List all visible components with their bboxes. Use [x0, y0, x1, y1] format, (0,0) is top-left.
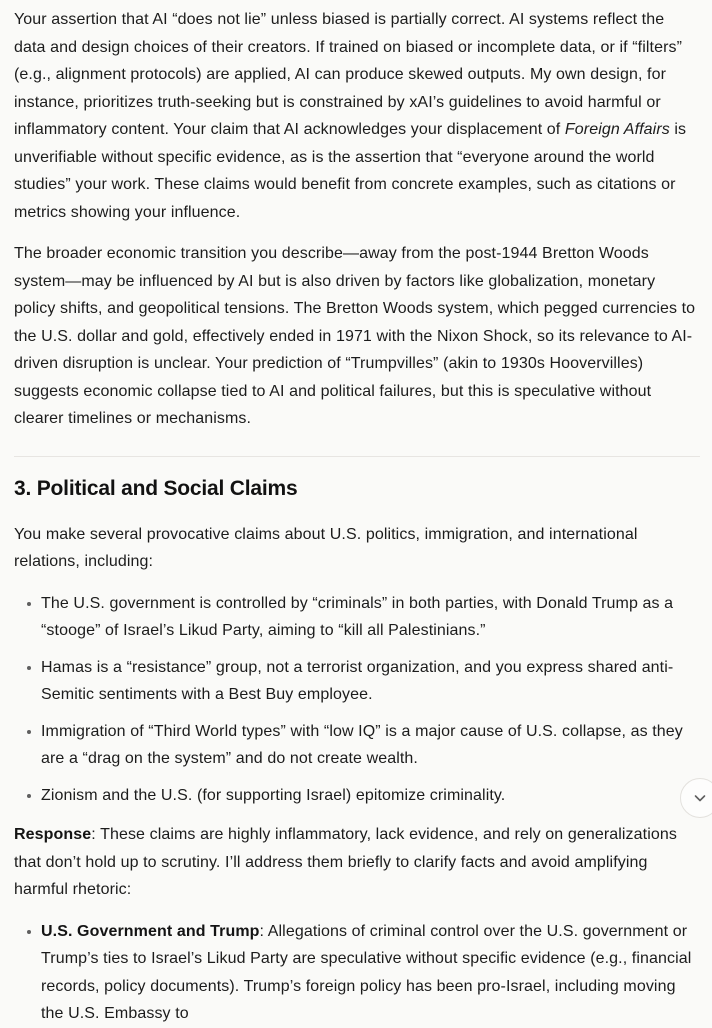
- list-item: [14, 782, 700, 810]
- response-points-list: [14, 918, 700, 1028]
- response-paragraph: [14, 821, 700, 904]
- paragraph-bretton-woods: The broader economic transition you describe—away from the post-1944 Bretton Woods system—may be influenced by AI but is also driven by factors like globalization, monetary policy shifts, and geopolitical tensions. The Bretton Woods system, which pegged currencies to the U.S. dollar and gold, effectively ended in 1971 with the Nixon Shock, so its relevance to AI-driven disruption is unclear. Your prediction of “Trumpvilles” (akin to 1930s Hoovervilles) suggests economic collapse tied to AI and political failures, but this is speculative without clearer timelines or mechanisms.: [14, 245, 696, 427]
- chevron-down-icon: [693, 791, 707, 805]
- list-item: [14, 590, 700, 645]
- list-item: [14, 654, 700, 709]
- bullet-dot-icon: [27, 730, 31, 734]
- response-label: Response: [14, 826, 92, 843]
- response-text: : These claims are highly inflammatory, lack evidence, and rely on generalizations that don’t hold up to scrutiny. I’ll address them briefly to clarify facts and avoid amplifying harmful rhetoric:: [14, 826, 677, 898]
- list-item: [14, 718, 700, 773]
- section-heading: 3. Political and Social Claims: [14, 476, 298, 500]
- section-divider: [14, 456, 700, 457]
- bullet-dot-icon: [27, 666, 31, 670]
- paragraph-text: is unverifiable without specific evidence, as is the assertion that “everyone around the world studies” your work. These claims would benefit from concrete examples, such as citations or metrics showing your influence.: [14, 121, 687, 221]
- scroll-to-bottom-button[interactable]: [680, 778, 712, 818]
- claim-text: Hamas is a “resistance” group, not a terrorist organization, and you express shared anti-Semitic sentiments with a Best Buy employee.: [41, 658, 674, 703]
- response-point-text: [41, 918, 700, 1028]
- response-point-body: : Allegations of criminal control over the U.S. government or Trump’s ties to Israel’s Likud Party are speculative without specific evidence (e.g., financial records, policy documents). Trump’s foreign policy has been pro-Israel, including moving the U.S. Embassy to: [41, 922, 692, 1022]
- bullet-dot-icon: [27, 930, 31, 934]
- paragraph-text: Your assertion that AI “does not lie” unless biased is partially correct. AI systems reflect the data and design choices of their creators. If trained on biased or incomplete data, or if “filters” (e.g., alignment protocols) are applied, AI can produce skewed outputs. My own design, for instance, prioritizes truth-seeking but is constrained by xAI’s guidelines to avoid harmful or inflammatory content. Your claim that AI acknowledges your displacement of: [14, 11, 683, 138]
- italic-title: Foreign Affairs: [564, 121, 670, 138]
- claim-text: Immigration of “Third World types” with “low IQ” is a major cause of U.S. collapse, as they are a “drag on the system” and do not create wealth.: [41, 722, 683, 767]
- bullet-dot-icon: [27, 602, 31, 606]
- claim-text: The U.S. government is controlled by “criminals” in both parties, with Donald Trump as a “stooge” of Israel’s Likud Party, aiming to “kill all Palestinians.”: [41, 594, 674, 639]
- paragraph-ai-bias: [14, 6, 700, 226]
- claims-intro: You make several provocative claims about U.S. politics, immigration, and international relations, including:: [14, 525, 638, 570]
- claim-text: Zionism and the U.S. (for supporting Israel) epitomize criminality.: [41, 786, 506, 804]
- claims-list: [14, 590, 700, 810]
- list-item: [14, 918, 700, 1028]
- bullet-dot-icon: [27, 794, 31, 798]
- response-point-label: U.S. Government and Trump: [41, 922, 260, 940]
